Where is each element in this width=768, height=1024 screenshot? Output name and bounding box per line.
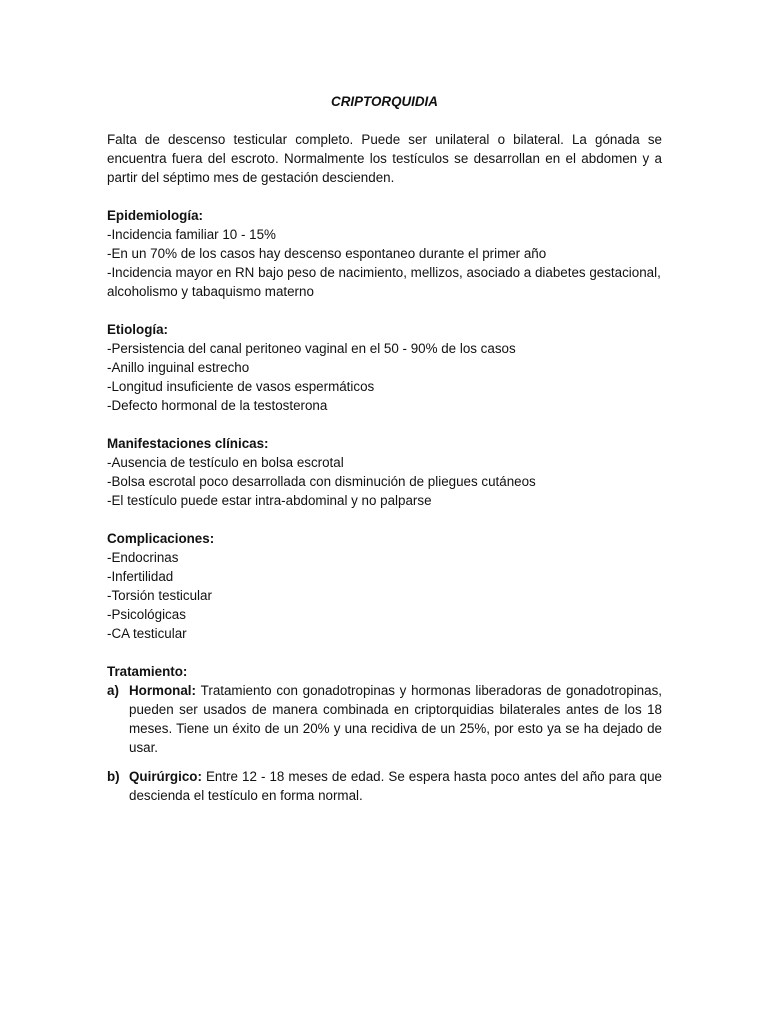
treatment-body bbox=[129, 767, 662, 805]
section-heading: Epidemiología: bbox=[107, 208, 203, 223]
section-heading: Tratamiento: bbox=[107, 664, 188, 679]
section-etiologia bbox=[107, 320, 662, 415]
treatment-label: Hormonal: bbox=[129, 683, 201, 698]
document-title: CRIPTORQUIDIA bbox=[331, 94, 438, 109]
document-content bbox=[107, 92, 662, 815]
list-item: -Ausencia de testículo en bolsa escrotal bbox=[107, 455, 344, 470]
list-marker: a) bbox=[107, 683, 119, 698]
list-item: -Infertilidad bbox=[107, 569, 174, 584]
section-manifestaciones bbox=[107, 434, 662, 510]
list-item: -Endocrinas bbox=[107, 550, 179, 565]
list-item: -Defecto hormonal de la testosterona bbox=[107, 398, 328, 413]
list-item: -Incidencia mayor en RN bajo peso de nacimiento, mellizos, asociado a diabetes gestacional, alcoholismo y tabaquismo materno bbox=[107, 265, 661, 299]
treatment-text: Entre 12 - 18 meses de edad. Se espera hasta poco antes del año para que descienda el testículo en forma normal. bbox=[129, 769, 662, 803]
section-epidemiologia bbox=[107, 206, 662, 301]
list-item: -El testículo puede estar intra-abdominal y no palparse bbox=[107, 493, 432, 508]
treatment-item-quirurgico bbox=[107, 767, 662, 805]
treatment-body bbox=[129, 681, 662, 757]
list-item: -Anillo inguinal estrecho bbox=[107, 360, 250, 375]
section-tratamiento bbox=[107, 662, 662, 805]
list-item: -Persistencia del canal peritoneo vaginal en el 50 - 90% de los casos bbox=[107, 341, 516, 356]
intro-paragraph: Falta de descenso testicular completo. Puede ser unilateral o bilateral. La gónada se encuentra fuera del escroto. Normalmente los testículos se desarrollan en el abdomen y a partir del séptimo mes de gestación descienden. bbox=[107, 132, 662, 185]
treatment-text: Tratamiento con gonadotropinas y hormonas liberadoras de gonadotropinas, pueden ser usados de manera combinada en criptorquidias bilaterales antes de los 18 meses. Tiene un éxito de un 20% y una recidiva de un 25%, por esto ya se ha dejado de usar. bbox=[129, 683, 662, 755]
section-complicaciones bbox=[107, 529, 662, 643]
list-item: -En un 70% de los casos hay descenso espontaneo durante el primer año bbox=[107, 246, 547, 261]
list-item: -CA testicular bbox=[107, 626, 187, 641]
list-item: -Torsión testicular bbox=[107, 588, 212, 603]
list-item: -Bolsa escrotal poco desarrollada con disminución de pliegues cutáneos bbox=[107, 474, 536, 489]
section-heading: Manifestaciones clínicas: bbox=[107, 436, 269, 451]
list-item: -Incidencia familiar 10 - 15% bbox=[107, 227, 276, 242]
section-heading: Etiología: bbox=[107, 322, 168, 337]
treatment-item-hormonal bbox=[107, 681, 662, 757]
section-heading: Complicaciones: bbox=[107, 531, 215, 546]
treatment-label: Quirúrgico: bbox=[129, 769, 206, 784]
list-item: -Longitud insuficiente de vasos espermáticos bbox=[107, 379, 375, 394]
list-item: -Psicológicas bbox=[107, 607, 186, 622]
list-marker: b) bbox=[107, 769, 120, 784]
